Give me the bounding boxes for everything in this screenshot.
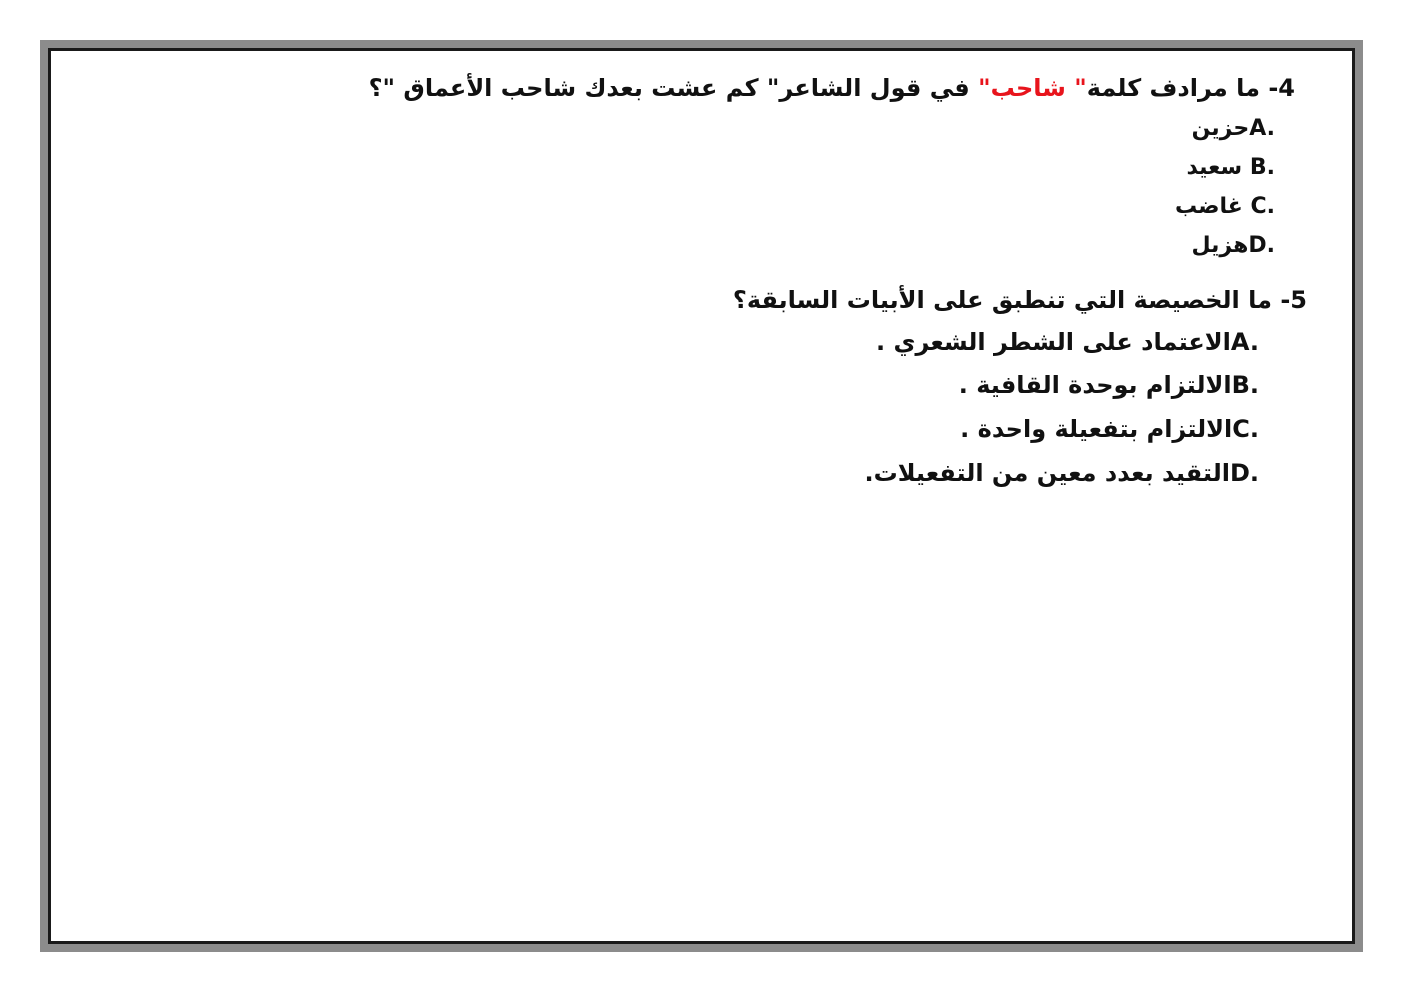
question-4-quoted-word: " شاحب" — [978, 74, 1087, 102]
option-letter: C. — [1250, 194, 1275, 219]
question-4-option-a — [1192, 114, 1275, 144]
option-letter: C. — [1232, 415, 1259, 443]
question-4-option-d — [1192, 231, 1275, 261]
question-4-text-after: في قول الشاعر" كم عشت بعدك شاحب الأعماق "؟ — [368, 74, 970, 102]
option-text: الالتزام بتفعيلة واحدة . — [960, 415, 1233, 443]
question-4-option-b — [1186, 153, 1275, 183]
question-4-option-c — [1175, 192, 1275, 222]
question-5-option-a — [876, 327, 1259, 357]
option-text: هزيل — [1191, 233, 1249, 258]
option-letter: D. — [1229, 459, 1259, 487]
option-letter: B. — [1249, 155, 1275, 180]
question-5-text: ما الخصيصة التي تنطبق على الأبيات السابقة؟ — [732, 286, 1272, 314]
question-4-text-before: ما مرادف كلمة — [1086, 74, 1260, 102]
question-5-option-b — [959, 370, 1259, 400]
option-letter: B. — [1231, 371, 1259, 399]
question-4 — [369, 72, 1295, 104]
question-5-option-c — [960, 414, 1259, 444]
question-5-number: 5- — [1280, 286, 1307, 314]
option-text: غاضب — [1174, 194, 1243, 219]
question-5-option-d — [864, 458, 1259, 488]
option-letter: A. — [1249, 116, 1275, 141]
option-letter: D. — [1248, 233, 1275, 258]
question-5 — [733, 284, 1307, 316]
option-text: سعيد — [1186, 155, 1243, 180]
option-text: حزين — [1191, 116, 1250, 141]
option-text: الالتزام بوحدة القافية . — [958, 371, 1232, 399]
option-text: الاعتماد على الشطر الشعري . — [876, 328, 1231, 356]
option-letter: A. — [1230, 328, 1259, 356]
option-text: التقيد بعدد معين من التفعيلات. — [864, 459, 1230, 487]
question-4-number: 4- — [1268, 74, 1295, 102]
